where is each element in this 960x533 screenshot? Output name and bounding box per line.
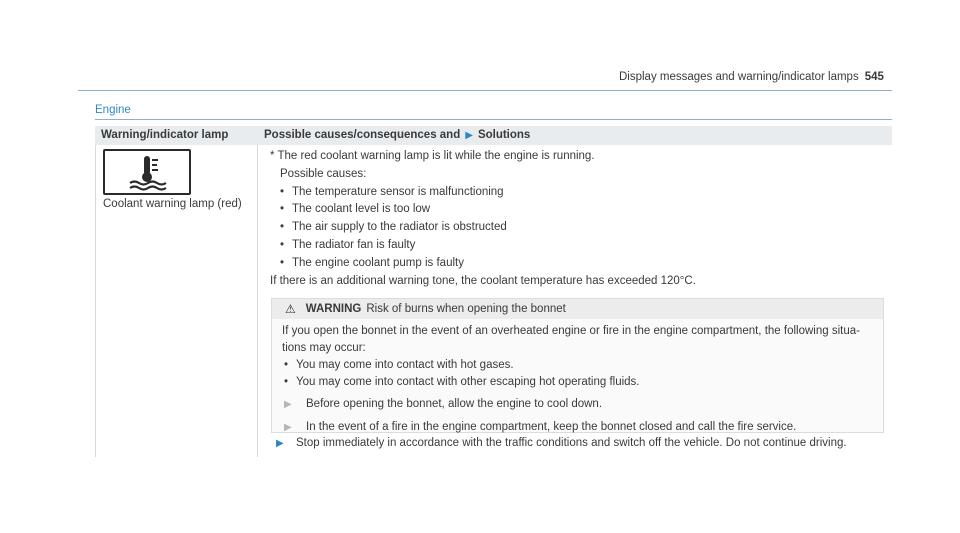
page-header-title: Display messages and warning/indicator lamps <box>619 71 859 83</box>
warning-text: If you open the bonnet in the event of an overheated engine or fire in the engine compartment, the following situa-tions may occur: <box>282 325 860 354</box>
list-item: • The air supply to the radiator is obstructed <box>280 219 880 237</box>
list-item: • The engine coolant pump is faulty <box>280 255 880 273</box>
warning-step <box>282 396 883 414</box>
final-step <box>276 437 847 449</box>
additional-text: If there is an additional warning tone, the coolant temperature has exceeded 120°C. <box>270 274 696 287</box>
warning-title: WARNING <box>305 303 362 315</box>
final-step-text: Stop immediately in accordance with the traffic conditions and switch off the vehicle. Do not continue driving. <box>296 437 847 449</box>
col2-header-text: Possible causes/consequences and <box>264 129 461 141</box>
intro-text: * The red coolant warning lamp is lit while the engine is running. <box>270 150 595 162</box>
causes-label: Possible causes: <box>280 167 367 180</box>
warning-subtitle: Risk of burns when opening the bonnet <box>366 303 566 315</box>
list-item: • The coolant level is too low <box>280 201 880 219</box>
play-arrow-icon: ▶ <box>284 399 292 410</box>
section-rule <box>95 119 892 120</box>
warning-bullets <box>282 357 883 390</box>
column-divider <box>257 145 258 457</box>
coolant-temperature-icon <box>105 151 189 193</box>
table-left-edge <box>95 145 96 457</box>
play-arrow-icon: ▶ <box>465 129 473 141</box>
page-header <box>619 71 884 83</box>
list-item: • You may come into contact with hot gases. <box>284 357 883 374</box>
list-item: • The radiator fan is faulty <box>280 237 880 255</box>
warning-body <box>272 319 883 436</box>
warning-step-text: In the event of a fire in the engine compartment, keep the bonnet closed and call the fire service. <box>306 420 797 433</box>
warning-step-text: Before opening the bonnet, allow the engine to cool down. <box>306 398 603 410</box>
warning-triangle-icon: ⚠ <box>285 302 296 316</box>
col2-header-solutions: Solutions <box>477 129 531 141</box>
warning-steps <box>282 396 883 436</box>
list-item: • The temperature sensor is malfunctioning <box>280 184 880 202</box>
section-title: Engine <box>95 104 131 116</box>
lamp-caption: Coolant warning lamp (red) <box>103 198 242 210</box>
col2-header <box>264 129 530 141</box>
warning-step <box>282 419 883 437</box>
warning-box <box>271 298 884 433</box>
col1-header: Warning/indicator lamp <box>101 129 229 141</box>
page-number: 545 <box>864 71 884 83</box>
top-rule <box>78 90 892 91</box>
causes-list <box>270 184 880 273</box>
warning-header <box>272 299 883 319</box>
coolant-lamp-symbol <box>103 149 191 195</box>
causes-block <box>270 148 880 290</box>
list-item: • You may come into contact with other escaping hot operating fluids. <box>284 374 883 391</box>
play-arrow-icon: ▶ <box>284 421 292 433</box>
play-arrow-icon: ▶ <box>276 438 284 449</box>
table-header <box>95 126 892 145</box>
